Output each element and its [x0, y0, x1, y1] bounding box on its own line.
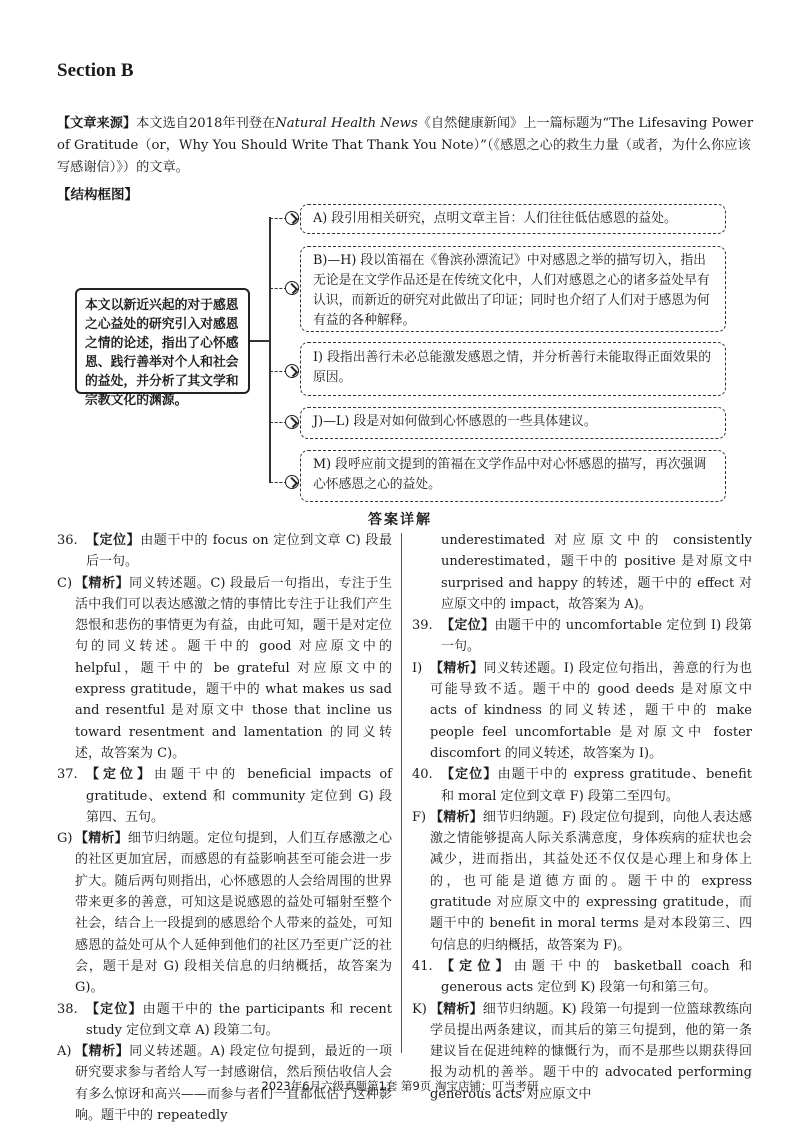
structure-label: 【结构框图】	[57, 187, 138, 203]
node-arrow-icon	[285, 211, 299, 225]
item-tag: 【精析】	[430, 1001, 483, 1017]
structure-node-j-l: J)—L) 段是对如何做到心怀感恩的一些具体建议。	[300, 407, 726, 439]
item-tag: 【精析】	[75, 575, 130, 591]
node-arrow-icon	[285, 415, 299, 429]
item-tag: 【定位】	[441, 767, 498, 783]
answer-item	[57, 764, 392, 828]
answer-item	[412, 530, 752, 615]
node-arrow-icon	[285, 364, 299, 378]
item-number: K)	[412, 1001, 427, 1017]
source-publication: Natural Health News	[275, 116, 418, 131]
item-tag: 【定位】	[86, 533, 141, 548]
page-footer: 2023年6月六级真题第1套 第9页 淘宝店铺：叮当考研	[261, 1079, 539, 1093]
item-number: 41.	[412, 958, 433, 974]
item-text: 细节归纳题。F) 段定位句提到，向他人表达感激之情能够提高人际关系满意度，身体疾病的症状也会减少，进而指出，其益处还不仅仅是心理上和身体上的，也可能是道德方面的。题干中的 express gratitude 对应原文中的 expressing gratitude，而题干中的 benefit in moral terms 是对本段第三、四句信息的归纳概括，故答案为 F)。	[430, 809, 752, 953]
item-number: I)	[412, 660, 423, 676]
answer-item	[412, 615, 752, 658]
structure-summary-box: 本文以新近兴起的对于感恩之心益处的研究引入对感恩之情的论述，指出了心怀感恩、践行善举对个人和社会的益处，并分析了其文学和宗教文化的渊源。	[75, 288, 250, 394]
tree-trunk	[269, 217, 271, 483]
item-text: 同义转述题。A) 段定位句提到，最近的一项研究要求参与者给人写一封感谢信，然后预估收信人会有多么惊讶和高兴——而参与者们一直都低估了这种影响。题干中的 repeatedly	[75, 1044, 392, 1124]
item-tag: 【定位】	[86, 767, 155, 783]
answer-item	[57, 828, 392, 998]
item-number: F)	[412, 809, 427, 825]
item-text: 由题干中的 basketball coach 和 generous acts 定位到 K) 段第一句和第三句。	[441, 958, 752, 996]
item-number: 39.	[412, 618, 433, 634]
item-number: A)	[57, 1044, 72, 1060]
tree-connector-to-trunk	[250, 340, 270, 342]
item-tag: 【定位】	[441, 618, 495, 634]
answer-item	[412, 764, 752, 807]
section-title: Section B	[57, 60, 134, 81]
item-number: 37.	[57, 767, 78, 783]
column-divider	[401, 533, 402, 1053]
source-text-before: 本文选自2018年刊登在	[136, 116, 276, 131]
item-text: 细节归纳题。定位句提到，人们互存感激之心的社区更加宜居，而感恩的有益影响甚至可能会进一步扩大。随后两句则指出，心怀感恩的人会给周围的世界带来更多的善意，可知这是说感恩的益处可辐射至整个社会，结合上一段提到的感恩给个人带来的益处，可知感恩的益处可从个人延伸到他们的社区乃至更广泛的社会，题干是对 G) 段相关信息的归纳概括，故答案为 G)。	[75, 831, 392, 996]
item-tag: 【定位】	[86, 1001, 143, 1017]
answer-item	[57, 530, 392, 573]
answer-item	[57, 573, 392, 765]
item-text: 由题干中的 focus on 定位到文章 C) 段最后一句。	[86, 533, 392, 570]
item-tag: 【精析】	[430, 809, 483, 825]
answers-heading: 答案详解	[368, 512, 432, 528]
item-tag: 【精析】	[430, 660, 484, 676]
answer-item	[412, 658, 752, 764]
item-number: 38.	[57, 1001, 78, 1017]
structure-node-b-h: B)—H) 段以笛福在《鲁滨孙漂流记》中对感恩之举的描写切入，指出无论是在文学作品还是在传统文化中，人们对感恩之心的诸多益处早有认识，而新近的研究对此做出了印证；同时也介绍了人们对于感恩为何有益的各种解释。	[300, 246, 726, 332]
item-number: 36.	[57, 533, 78, 548]
source-text-after: 《自然健康新闻》上一篇标题为“The Lifesaving Power of Gratitude（or，Why You Should Write That Thank You Note）”（《感恩之心的救生力量（或者，为什么你应该写感谢信）》）的文章。	[57, 116, 754, 175]
item-number: C)	[57, 575, 73, 591]
answer-item	[412, 956, 752, 999]
item-tag: 【精析】	[75, 831, 128, 847]
item-tag: 【精析】	[75, 1044, 130, 1060]
answer-item	[412, 807, 752, 956]
item-text: 由题干中的 beneficial impacts of gratitude、extend 和 community 定位到 G) 段第四、五句。	[86, 767, 392, 825]
item-tag: 【定位】	[441, 958, 514, 974]
left-column	[57, 530, 392, 1126]
structure-node-i: I) 段指出善行未必总能激发感恩之情，并分析善行未能取得正面效果的原因。	[300, 342, 726, 396]
item-text: 细节归纳题。K) 段第一句提到一位篮球教练向学员提出两条建议，而其后的第三句提到，他的第一条建议旨在促进纯粹的慷慨行为，而不是那些以期获得回报为动机的善举。题干中的 advocated performing generous acts 对应原文中	[430, 1001, 752, 1102]
article-source	[57, 113, 757, 179]
item-number: G)	[57, 831, 73, 847]
answer-item	[57, 999, 392, 1042]
structure-node-m: M) 段呼应前文提到的笛福在文学作品中对心怀感恩的描写，再次强调心怀感恩之心的益处。	[300, 450, 726, 502]
item-text: 由题干中的 express gratitude、benefit 和 moral 定位到文章 F) 段第二至四句。	[441, 767, 752, 804]
item-number: 40.	[412, 767, 433, 783]
item-text: 同义转述题。C) 段最后一句指出，专注于生活中我们可以表达感激之情的事情比专注于让我们产生怨恨和悲伤的事情更为有益，由此可知，题干是对定位句的同义转述。题干中的 good 对应原文中的 helpful，题干中的 be grateful 对应原文中的 express gratitude，题干中的 what makes us sad and resentful 是对原文中 those that incline us toward resentment and lamentation 的同义转述，故答案为 C)。	[75, 575, 392, 761]
node-arrow-icon	[285, 475, 299, 489]
item-text: 由题干中的 uncomfortable 定位到 I) 段第一句。	[441, 618, 752, 655]
source-tag: 【文章来源】	[57, 116, 137, 131]
item-text: 由题干中的 the participants 和 recent study 定位到文章 A) 段第二句。	[86, 1001, 392, 1038]
right-column	[412, 530, 752, 1105]
node-arrow-icon	[285, 281, 299, 295]
item-number	[412, 530, 441, 615]
item-text: underestimated 对应原文中的 consistently underestimated，题干中的 positive 是对原文中 surprised and happy 的转述，题干中的 effect 对应原文中的 impact，故答案为 A)。	[441, 533, 752, 612]
structure-node-a: A) 段引用相关研究，点明文章主旨：人们往往低估感恩的益处。	[300, 204, 726, 234]
item-text: 同义转述题。I) 段定位句指出，善意的行为也可能导致不适。题干中的 good deeds 是对原文中 acts of kindness 的同义转述，题干中的 make people feel uncomfortable 是对原文中 foster discomfort 的同义转述，故答案为 I)。	[430, 660, 752, 761]
